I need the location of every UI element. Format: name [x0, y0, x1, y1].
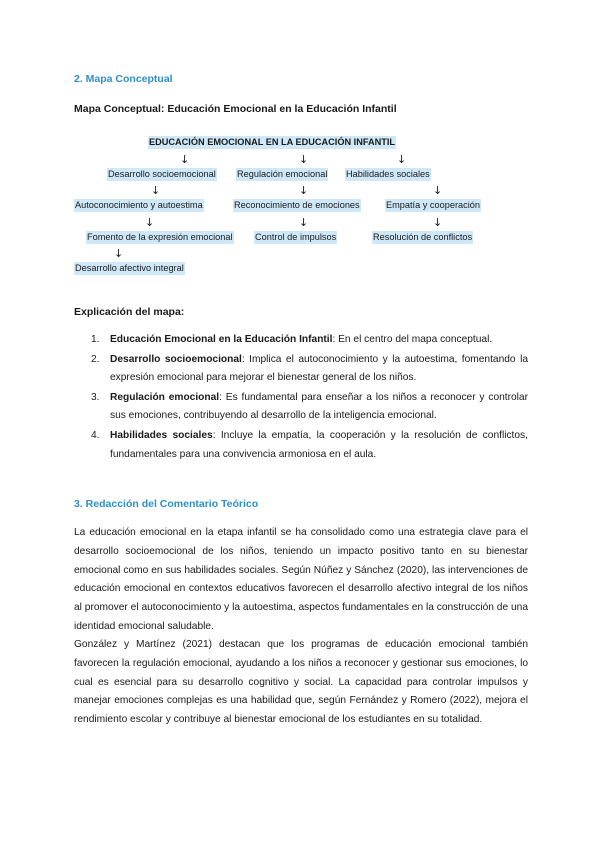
map-title: Mapa Conceptual: Educación Emocional en la Educación Infantil — [74, 103, 397, 115]
map-node-empatia-cooperacion: Empatía y cooperación — [386, 200, 480, 210]
arrow-down-icon: ↓ — [299, 184, 309, 197]
list-item-term: Desarrollo socioemocional — [110, 353, 242, 365]
list-item-number: 1. — [91, 334, 100, 345]
paragraph-2: González y Martínez (2021) destacan que los programas de educación emocional también favorecen la regulación emocional, ayudando a los niños a reconocer y gestionar sus emociones, lo cual es esencial para su desarrollo cognitivo y social. La capacidad para controlar impulsos y manejar emociones complejas es una habilidad que, según Fernández y Romero (2022), mejora el rendimiento escolar y contribuye al bienestar emocional de los estudiantes en su totalidad. — [74, 639, 528, 726]
list-item-number: 4. — [91, 429, 100, 441]
map-node-autoconocimiento: Autoconocimiento y autoestima — [75, 200, 203, 210]
arrow-down-icon: ↓ — [145, 216, 155, 229]
list-item-text: : En el centro del mapa conceptual. — [332, 334, 493, 345]
map-node-control-impulsos: Control de impulsos — [255, 232, 337, 242]
paragraph-1: La educación emocional en la etapa infantil se ha consolidado como una estrategia clave para el desarrollo socioemocional de los niños, teniendo un impacto positivo tanto en su bienestar emocional como en sus habilidades sociales. Según Núñez y Sánchez (2020), las intervenciones de educación emocional en contextos educativos favorecen el desarrollo afectivo integral de los niños al promover el autoconocimiento y la autoestima, aspectos fundamentales en la construcción de una identidad emocional saludable. — [74, 527, 528, 632]
map-node-regulacion-emocional: Regulación emocional — [237, 169, 328, 179]
list-item-number: 3. — [91, 391, 100, 403]
map-node-expresion-emocional: Fomento de la expresión emocional — [87, 232, 233, 242]
arrow-down-icon: ↓ — [299, 153, 309, 166]
list-item-term: Educación Emocional en la Educación Infantil — [110, 334, 333, 345]
explanation-title: Explicación del mapa: — [74, 306, 185, 318]
section-2-heading: 2. Mapa Conceptual — [74, 73, 173, 85]
explanation-list — [74, 331, 528, 465]
arrow-down-icon: ↓ — [433, 184, 443, 197]
arrow-down-icon: ↓ — [397, 153, 407, 166]
list-item — [74, 389, 528, 426]
list-item-number: 2. — [91, 353, 100, 365]
map-node-resolucion-conflictos: Resolución de conflictos — [373, 232, 473, 242]
list-item — [74, 331, 528, 350]
arrow-down-icon: ↓ — [151, 184, 161, 197]
list-item-text: : Es fundamental para enseñar a los niños a reconocer y controlar sus emociones, contribuyendo al desarrollo de la inteligencia emocional. — [110, 391, 528, 422]
map-node-reconocimiento-emociones: Reconocimiento de emociones — [234, 200, 360, 210]
map-node-desarrollo-socioemocional: Desarrollo socioemocional — [108, 169, 216, 179]
section-3-heading: 3. Redacción del Comentario Teórico — [74, 498, 259, 510]
arrow-down-icon: ↓ — [433, 216, 443, 229]
list-item — [74, 427, 528, 464]
arrow-down-icon: ↓ — [299, 216, 309, 229]
arrow-down-icon: ↓ — [114, 247, 124, 260]
map-node-desarrollo-afectivo: Desarrollo afectivo integral — [75, 263, 184, 273]
map-node-habilidades-sociales: Habilidades sociales — [346, 169, 430, 179]
list-item-term: Habilidades sociales — [110, 429, 213, 441]
list-item-text: : Incluye la empatía, la cooperación y la resolución de conflictos, fundamentales para una convivencia armoniosa en el aula. — [110, 429, 528, 460]
list-item-term: Regulación emocional — [110, 391, 220, 403]
arrow-down-icon: ↓ — [180, 153, 190, 166]
list-item — [74, 351, 528, 388]
list-item-text: : Implica el autoconocimiento y la autoestima, fomentando la expresión emocional para mejorar el bienestar general de los niños. — [110, 353, 529, 384]
map-root-node: EDUCACIÓN EMOCIONAL EN LA EDUCACIÓN INFANTIL — [149, 137, 396, 147]
